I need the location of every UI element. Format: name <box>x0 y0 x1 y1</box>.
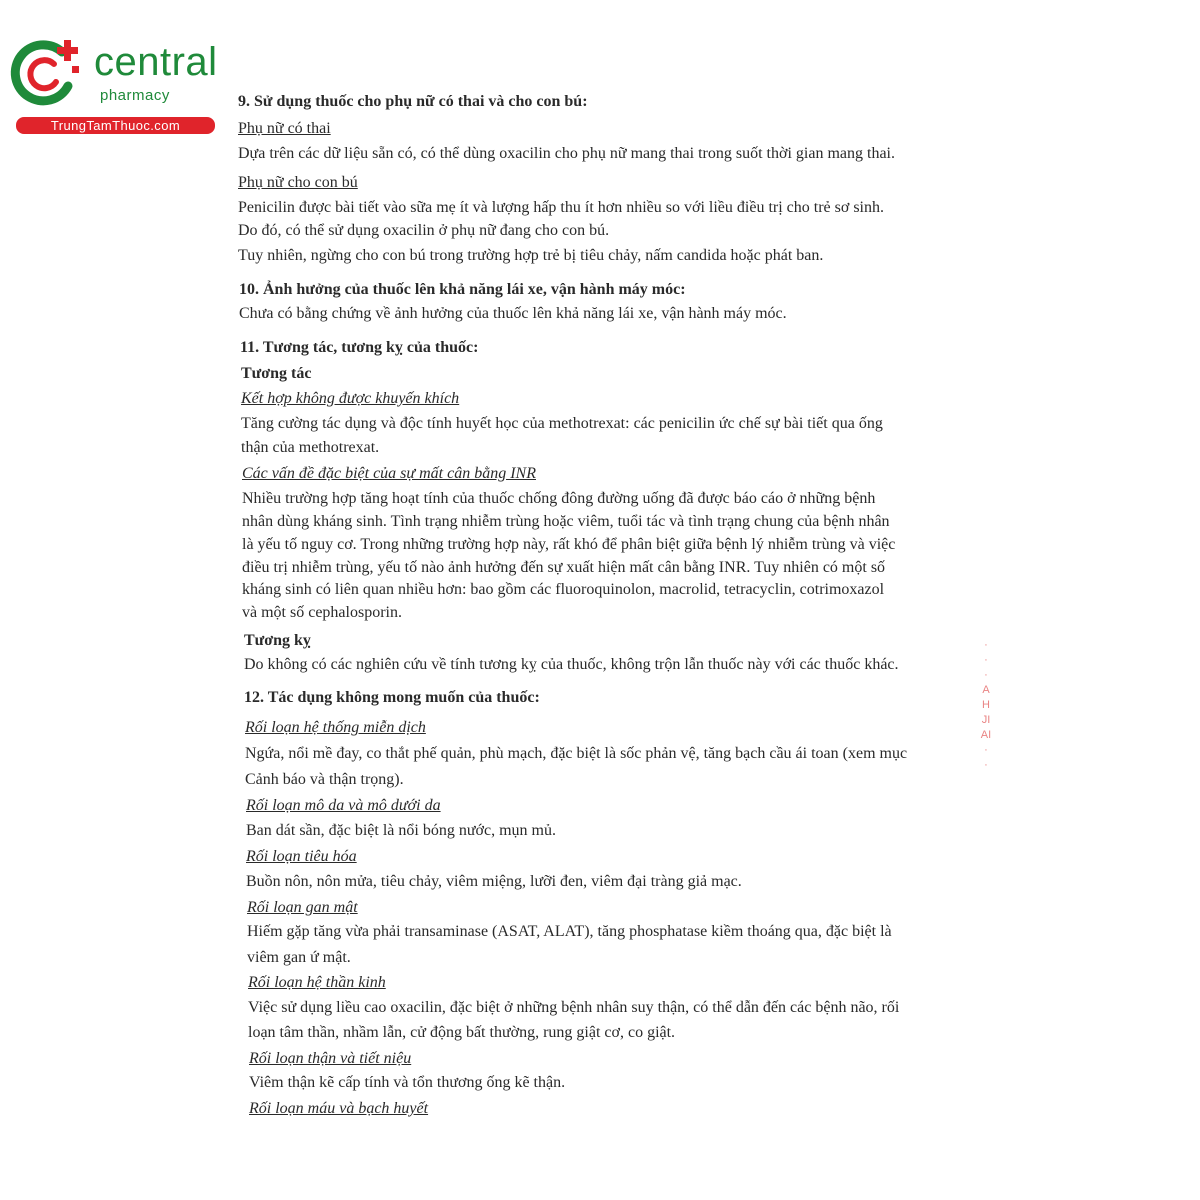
paragraph-line: Do đó, có thể sử dụng oxacilin ở phụ nữ đang cho con bú. <box>238 222 610 239</box>
paragraph-line: nhân dùng kháng sinh. Tình trạng nhiễm trùng hoặc viêm, tuổi tác và tình trạng chung của bệnh nhân <box>242 513 890 530</box>
section-9-title: 9. Sử dụng thuốc cho phụ nữ có thai và cho con bú: <box>238 93 588 110</box>
stamp-char: H <box>982 699 990 711</box>
logo-wordmark: central <box>94 40 218 84</box>
paragraph-line: Buồn nôn, nôn mửa, tiêu chảy, viêm miệng, lưỡi đen, viêm đại tràng giả mạc. <box>246 873 742 890</box>
paragraph-line: là yếu tố nguy cơ. Trong những trường hợp này, rất khó để phân biệt giữa bệnh lý nhiễm trùng và việc <box>242 536 896 553</box>
paragraph-line: thận của methotrexat. <box>241 439 380 456</box>
paragraph-line: điều trị nhiễm trùng, yếu tố nào ảnh hưởng đến sự xuất hiện mất cân bằng INR. Tuy nhiên có một số <box>242 559 886 576</box>
paragraph-line: Ngứa, nổi mề đay, co thắt phế quản, phù mạch, đặc biệt là sốc phản vệ, tăng bạch cầu ái toan (xem mục <box>245 745 908 762</box>
section-11-title: 11. Tương tác, tương kỵ của thuốc: <box>240 339 479 356</box>
paragraph-line: Viêm thận kẽ cấp tính và tổn thương ống kẽ thận. <box>249 1074 566 1091</box>
paragraph-line: Cảnh báo và thận trọng). <box>245 771 404 788</box>
paragraph-line: Dựa trên các dữ liệu sẵn có, có thể dùng oxacilin cho phụ nữ mang thai trong suốt thời gian mang thai. <box>238 145 895 162</box>
section-10-title: 10. Ảnh hưởng của thuốc lên khả năng lái xe, vận hành máy móc: <box>239 281 686 298</box>
paragraph-line: Penicilin được bài tiết vào sữa mẹ ít và lượng hấp thu ít hơn nhiều so với liều điều trị cho trẻ sơ sinh. <box>238 199 884 216</box>
paragraph-line: Việc sử dụng liều cao oxacilin, đặc biệt ở những bệnh nhân suy thận, có thể dẫn đến các bệnh não, rối <box>248 999 900 1016</box>
stamp-char: JI <box>981 714 991 726</box>
paragraph-line: Tăng cường tác dụng và độc tính huyết học của methotrexat: các penicilin ức chế sự bài tiết qua ống <box>241 415 883 432</box>
paragraph-line: Hiếm gặp tăng vừa phải transaminase (ASAT, ALAT), tăng phosphatase kiềm thoáng qua, đặc biệt là <box>247 923 892 940</box>
logo-website-banner: TrungTamThuoc.com <box>16 117 215 134</box>
red-stamp-mark <box>978 638 994 773</box>
stamp-char: AI <box>980 729 992 741</box>
section-12-subheading-liver: Rối loạn gan mật <box>247 899 358 916</box>
section-12-subheading-gastro: Rối loạn tiêu hóa <box>246 848 357 865</box>
stamp-char: A <box>982 684 990 696</box>
paragraph-line: Chưa có bằng chứng về ảnh hưởng của thuốc lên khả năng lái xe, vận hành máy móc. <box>239 305 787 322</box>
section-12-subheading-immune: Rối loạn hệ thống miễn dịch <box>245 719 426 736</box>
section-11-subheading-not-recommended: Kết hợp không được khuyến khích <box>241 390 460 407</box>
section-12-title: 12. Tác dụng không mong muốn của thuốc: <box>244 689 540 706</box>
section-11-subheading-inr: Các vấn đề đặc biệt của sự mất cân bằng INR <box>242 465 536 482</box>
stamp-char: · <box>984 759 988 771</box>
paragraph-line: Ban dát sần, đặc biệt là nổi bóng nước, mụn mủ. <box>246 822 556 839</box>
stamp-char: · <box>984 639 988 651</box>
stamp-char: · <box>984 744 988 756</box>
paragraph-line: và một số cephalosporin. <box>242 604 402 621</box>
paragraph-line: kháng sinh có liên quan nhiều hơn: bao gồm các fluoroquinolon, macrolid, tetracyclin, cotrimoxazol <box>242 581 885 598</box>
stamp-char: · <box>984 669 988 681</box>
paragraph-line: Do không có các nghiên cứu về tính tương kỵ của thuốc, không trộn lẫn thuốc này với các thuốc khác. <box>244 656 899 673</box>
section-9-subheading-breastfeeding: Phụ nữ cho con bú <box>238 174 358 191</box>
section-12-subheading-skin: Rối loạn mô da và mô dưới da <box>246 797 441 814</box>
paragraph-line: Nhiều trường hợp tăng hoạt tính của thuốc chống đông đường uống đã được báo cáo ở những bệnh <box>242 490 876 507</box>
logo-subtitle: pharmacy <box>100 87 170 104</box>
stamp-char: · <box>984 654 988 666</box>
section-11-heading-incompatibilities: Tương kỵ <box>244 632 311 649</box>
section-12-subheading-blood: Rối loạn máu và bạch huyết <box>249 1100 429 1117</box>
paragraph-line: Tuy nhiên, ngừng cho con bú trong trường hợp trẻ bị tiêu chảy, nấm candida hoặc phát ban. <box>238 247 824 264</box>
paragraph-line: viêm gan ứ mật. <box>247 949 351 966</box>
section-12-subheading-nervous: Rối loạn hệ thần kinh <box>248 974 386 991</box>
section-12-subheading-kidney: Rối loạn thận và tiết niệu <box>249 1050 412 1067</box>
section-9-subheading-pregnancy: Phụ nữ có thai <box>238 120 331 137</box>
paragraph-line: loạn tâm thần, nhầm lẫn, cử động bất thường, rung giật cơ, co giật. <box>248 1024 676 1041</box>
section-11-heading-interactions: Tương tác <box>241 365 312 382</box>
